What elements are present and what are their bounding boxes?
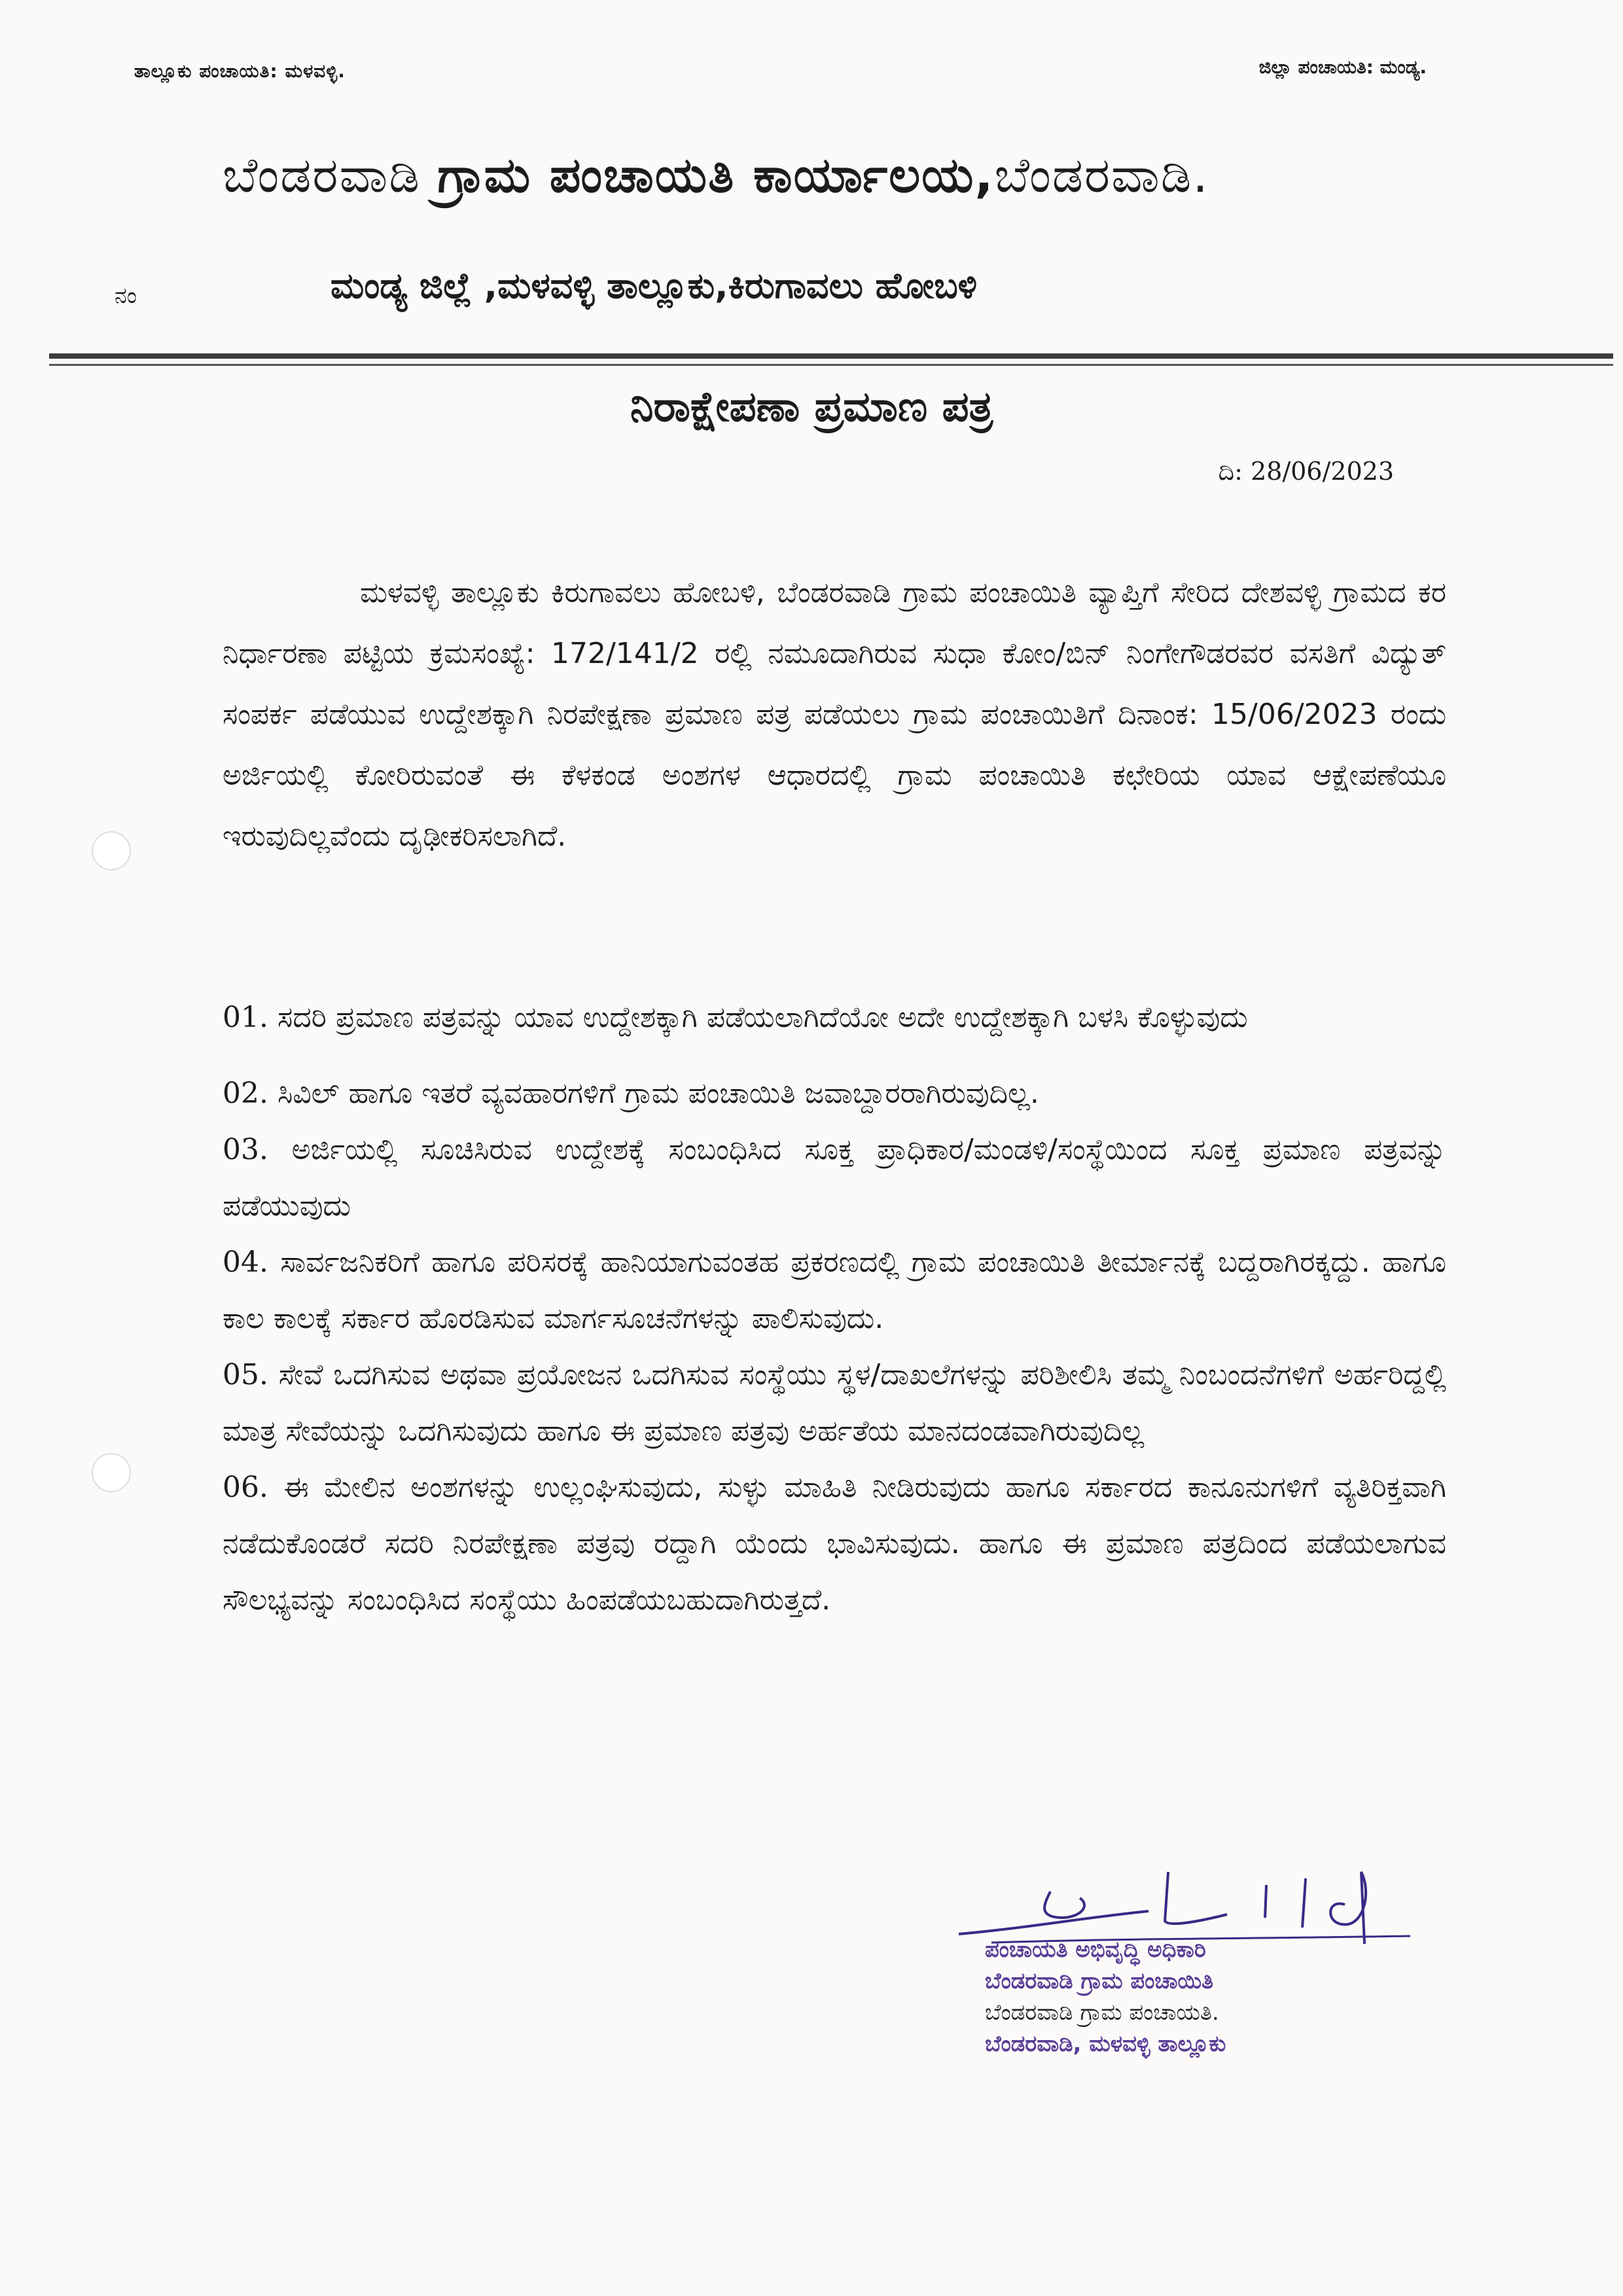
condition-item [223,1234,1446,1347]
reference-number-label: ನಂ [115,283,137,309]
condition-item [223,1122,1446,1234]
condition-item [223,990,1446,1046]
condition-text: ಸದರಿ ಪ್ರಮಾಣ ಪತ್ರವನ್ನು ಯಾವ ಉದ್ದೇಶಕ್ಕಾಗಿ ಪಡೆಯಲಾಗಿದೆಯೋ ಅದೇ ಉದ್ದೇಶಕ್ಕಾಗಿ ಬಳಸಿ ಕೊಳ್ಳುವುದು [277,1001,1248,1034]
office-title-suffix: ಬೆಂಡರವಾಡಿ. [994,147,1209,204]
office-title [223,147,1209,204]
condition-number: 06. [223,1471,268,1504]
header-divider-thin [49,364,1613,366]
condition-number: 04. [223,1246,268,1279]
punch-hole [92,831,131,870]
office-address: ಮಂಡ್ಯ ಜಿಲ್ಲೆ ,ಮಳವಳ್ಳಿ ತಾಲ್ಲೂಕು,ಕಿರುಗಾವಲು ಹೋಬಳಿ [330,265,978,306]
district-panchayat-label: ಜಿಲ್ಲಾ ಪಂಚಾಯತಿ: ಮಂಡ್ಯ. [1258,56,1427,78]
stamp-office: ಬೆಂಡರವಾಡಿ ಗ್ರಾಮ ಪಂಚಾಯಿತಿ [985,1968,1214,1994]
condition-item [223,1347,1446,1460]
condition-item [223,1460,1446,1628]
stamp-location: ಬೆಂಡರವಾಡಿ, ಮಳವಳ್ಳಿ ತಾಲ್ಲೂಕು [985,2031,1226,2057]
condition-text: ಸಾರ್ವಜನಿಕರಿಗೆ ಹಾಗೂ ಪರಿಸರಕ್ಕೆ ಹಾನಿಯಾಗುವಂತಹ ಪ್ರಕರಣದಲ್ಲಿ ಗ್ರಾಮ ಪಂಚಾಯಿತಿ ತೀರ್ಮಾನಕ್ಕೆ ಬದ್ದರಾಗಿರಕ್ಕದ್ದು. ಹಾಗೂ ಕಾಲ ಕಾಲಕ್ಕೆ ಸರ್ಕಾರ ಹೊರಡಿಸುವ ಮಾರ್ಗಸೂಚನೆಗಳನ್ನು ಪಾಲಿಸುವುದು. [223,1246,1446,1335]
condition-text: ಈ ಮೇಲಿನ ಅಂಶಗಳನ್ನು ಉಲ್ಲಂಘಿಸುವುದು, ಸುಳ್ಳು ಮಾಹಿತಿ ನೀಡಿರುವುದು ಹಾಗೂ ಸರ್ಕಾರದ ಕಾನೂನುಗಳಿಗೆ ವ್ಯತಿರಿಕ್ತವಾಗಿ ನಡೆದುಕೊಂಡರೆ ಸದರಿ ನಿರಪೇಕ್ಷಣಾ ಪತ್ರವು ರದ್ದಾಗಿ ಯೆಂದು ಭಾವಿಸುವುದು. ಹಾಗೂ ಈ ಪ್ರಮಾಣ ಪತ್ರದಿಂದ ಪಡೆಯಲಾಗುವ ಸೌಲಭ್ಯವನ್ನು ಸಂಬಂಧಿಸಿದ ಸಂಸ್ಥೆಯು ಹಿಂಪಡೆಯಬಹುದಾಗಿರುತ್ತದೆ. [223,1471,1446,1617]
condition-number: 01. [223,1001,268,1034]
certificate-body: ಮಳವಳ್ಳಿ ತಾಲ್ಲೂಕು ಕಿರುಗಾವಲು ಹೋಬಳಿ, ಬೆಂಡರವಾಡಿ ಗ್ರಾಮ ಪಂಚಾಯಿತಿ ವ್ಯಾಪ್ತಿಗೆ ಸೇರಿದ ದೇಶವಳ್ಳಿ ಗ್ರಾಮದ ಕರ ನಿರ್ಧಾರಣಾ ಪಟ್ಟಿಯ ಕ್ರಮಸಂಖ್ಯೆ: 172/141/2 ರಲ್ಲಿ ನಮೂದಾಗಿರುವ ಸುಧಾ ಕೋಂ/ಬಿನ್ ನಿಂಗೇಗೌಡರವರ ವಸತಿಗೆ ವಿದ್ಯುತ್ ಸಂಪರ್ಕ ಪಡೆಯುವ ಉದ್ದೇಶಕ್ಕಾಗಿ ನಿರಪೇಕ್ಷಣಾ ಪ್ರಮಾಣ ಪತ್ರ ಪಡೆಯಲು ಗ್ರಾಮ ಪಂಚಾಯಿತಿಗೆ ದಿನಾಂಕ: 15/06/2023 ರಂದು ಅರ್ಜಿಯಲ್ಲಿ ಕೋರಿರುವಂತೆ ಈ ಕೆಳಕಂಡ ಅಂಶಗಳ ಆಧಾರದಲ್ಲಿ ಗ್ರಾಮ ಪಂಚಾಯಿತಿ ಕಛೇರಿಯ ಯಾವ ಆಕ್ಷೇಪಣೆಯೂ ಇರುವುದಿಲ್ಲವೆಂದು ದೃಢೀಕರಿಸಲಾಗಿದೆ. [223,576,1446,853]
punch-hole [92,1453,131,1492]
condition-text: ಸಿವಿಲ್ ಹಾಗೂ ಇತರೆ ವ್ಯವಹಾರಗಳಿಗೆ ಗ್ರಾಮ ಪಂಚಾಯಿತಿ ಜವಾಬ್ದಾರರಾಗಿರುವುದಿಲ್ಲ. [277,1077,1039,1110]
office-stamp [985,1934,1226,2060]
conditions-list [223,990,1446,1628]
office-title-prefix: ಬೆಂಡರವಾಡಿ [223,147,421,204]
condition-text: ಸೇವೆ ಒದಗಿಸುವ ಅಥವಾ ಪ್ರಯೋಜನ ಒದಗಿಸುವ ಸಂಸ್ಥೆಯು ಸ್ಥಳ/ದಾಖಲೆಗಳನ್ನು ಪರಿಶೀಲಿಸಿ ತಮ್ಮ ನಿಂಬಂದನೆಗಳಿಗೆ ಅರ್ಹರಿದ್ದಲ್ಲಿ ಮಾತ್ರ ಸೇವೆಯನ್ನು ಒದಗಿಸುವುದು ಹಾಗೂ ಈ ಪ್ರಮಾಣ ಪತ್ರವು ಅರ್ಹತೆಯ ಮಾನದಂಡವಾಗಿರುವುದಿಲ್ಲ [223,1358,1446,1448]
taluk-panchayat-label: ತಾಲ್ಲೂಕು ಪಂಚಾಯತಿ: ಮಳವಳ್ಳಿ. [134,60,346,82]
certificate-date: ದಿ: 28/06/2023 [1218,457,1394,486]
stamp-panchayat: ಬೆಂಡರವಾಡಿ ಗ್ರಾಮ ಪಂಚಾಯತಿ. [985,2000,1219,2026]
condition-text: ಅರ್ಜಿಯಲ್ಲಿ ಸೂಚಿಸಿರುವ ಉದ್ದೇಶಕ್ಕೆ ಸಂಬಂಧಿಸಿದ ಸೂಕ್ತ ಪ್ರಾಧಿಕಾರ/ಮಂಡಳಿ/ಸಂಸ್ಥೆಯಿಂದ ಸೂಕ್ತ ಪ್ರಮಾಣ ಪತ್ರವನ್ನು ಪಡೆಯುವುದು [223,1133,1446,1223]
condition-number: 05. [223,1358,268,1391]
condition-item [223,1066,1446,1122]
condition-number: 03. [223,1133,268,1166]
header-divider [49,353,1613,359]
certificate-title: ನಿರಾಕ್ಷೇಪಣಾ ಪ್ರಮಾಣ ಪತ್ರ [630,383,993,431]
office-title-bold: ಗ್ರಾಮ ಪಂಚಾಯತಿ ಕಾರ್ಯಾಲಯ, [437,147,995,204]
stamp-designation: ಪಂಚಾಯತಿ ಅಭಿವೃದ್ಧಿ ಅಧಿಕಾರಿ [985,1937,1206,1963]
condition-number: 02. [223,1077,268,1110]
